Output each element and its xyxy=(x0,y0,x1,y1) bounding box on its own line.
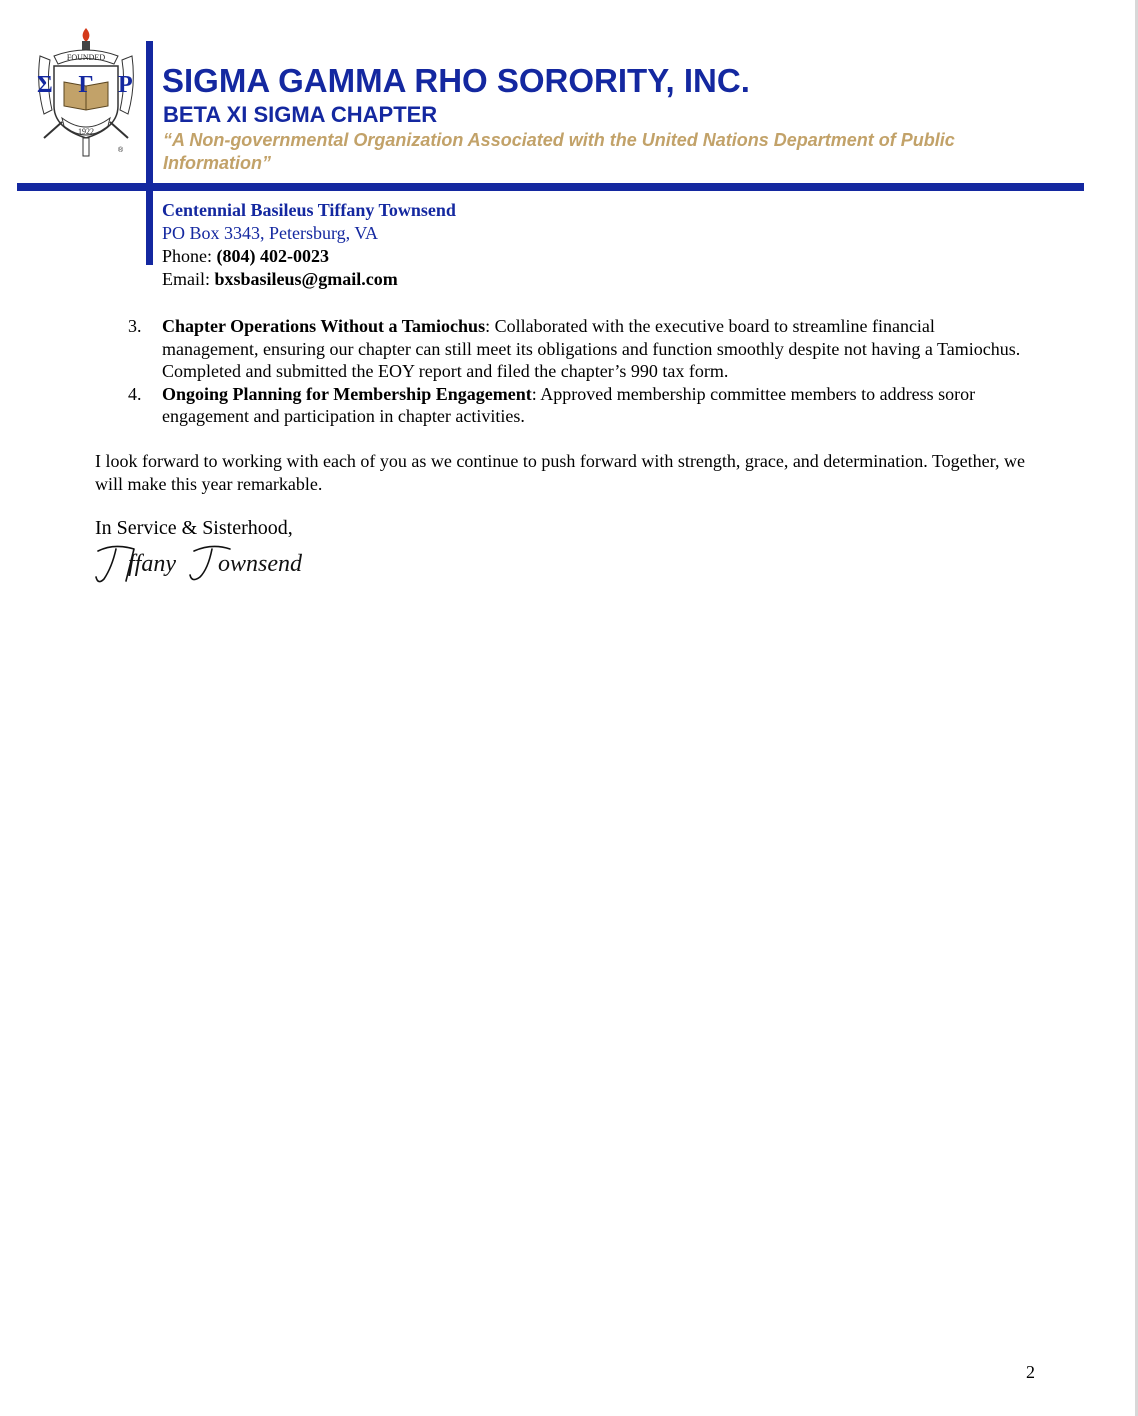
list-item xyxy=(95,315,1035,383)
crest-rho: Ρ xyxy=(118,72,133,98)
crest-registered: ® xyxy=(118,147,124,154)
signature xyxy=(94,541,304,587)
header-horizontal-rule xyxy=(17,183,1084,191)
list-number: 3. xyxy=(128,316,142,336)
org-name: SIGMA GAMMA RHO SORORITY, INC. xyxy=(162,62,750,99)
contact-email-row xyxy=(162,268,456,291)
contact-name: Centennial Basileus Tiffany Townsend xyxy=(162,200,456,220)
header-vertical-rule xyxy=(146,41,153,265)
email-value: bxsbasileus@gmail.com xyxy=(214,269,398,289)
signoff: In Service & Sisterhood, xyxy=(95,517,293,539)
email-label: Email: xyxy=(162,269,210,289)
contact-address: PO Box 3343, Petersburg, VA xyxy=(162,223,379,243)
accomplishments-list xyxy=(95,315,1035,428)
svg-text:ffany: ffany xyxy=(128,551,176,577)
list-item xyxy=(95,383,1035,428)
crest-sigma: Σ xyxy=(37,72,53,98)
crest-founded: FOUNDED xyxy=(66,53,106,62)
contact-phone-row xyxy=(162,245,456,268)
phone-value: (804) 402-0023 xyxy=(216,246,329,266)
list-item-title: Chapter Operations Without a Tamiochus xyxy=(162,316,486,336)
svg-text:ownsend: ownsend xyxy=(218,551,302,577)
sorority-crest-icon xyxy=(34,26,138,160)
tagline: “A Non-governmental Organization Associated with the United Nations Department of Public Information” xyxy=(163,130,955,173)
page-number: 2 xyxy=(1026,1362,1035,1382)
crest-gamma: Γ xyxy=(78,72,94,98)
list-item-text: : Approved membership committee members to address soror engagement and participation in chapter activities. xyxy=(162,383,976,426)
closing-paragraph: I look forward to working with each of you as we continue to push forward with strength, grace, and determination. Together, we will make this year remarkable. xyxy=(95,451,1025,494)
phone-label: Phone: xyxy=(162,246,213,266)
chapter-name: BETA XI SIGMA CHAPTER xyxy=(163,102,438,127)
crest-year: 1922 xyxy=(78,127,94,136)
contact-block xyxy=(162,199,456,291)
list-number: 4. xyxy=(128,383,142,404)
list-item-text: : Collaborated with the executive board to streamline financial management, ensuring our chapter can still meet its obligations and function smoothly despite not having a Tamiochus. Completed and submitted the EOY report and filed the chapter’s 990 tax form. xyxy=(162,316,1021,381)
list-item-title: Ongoing Planning for Membership Engagement xyxy=(162,383,532,404)
